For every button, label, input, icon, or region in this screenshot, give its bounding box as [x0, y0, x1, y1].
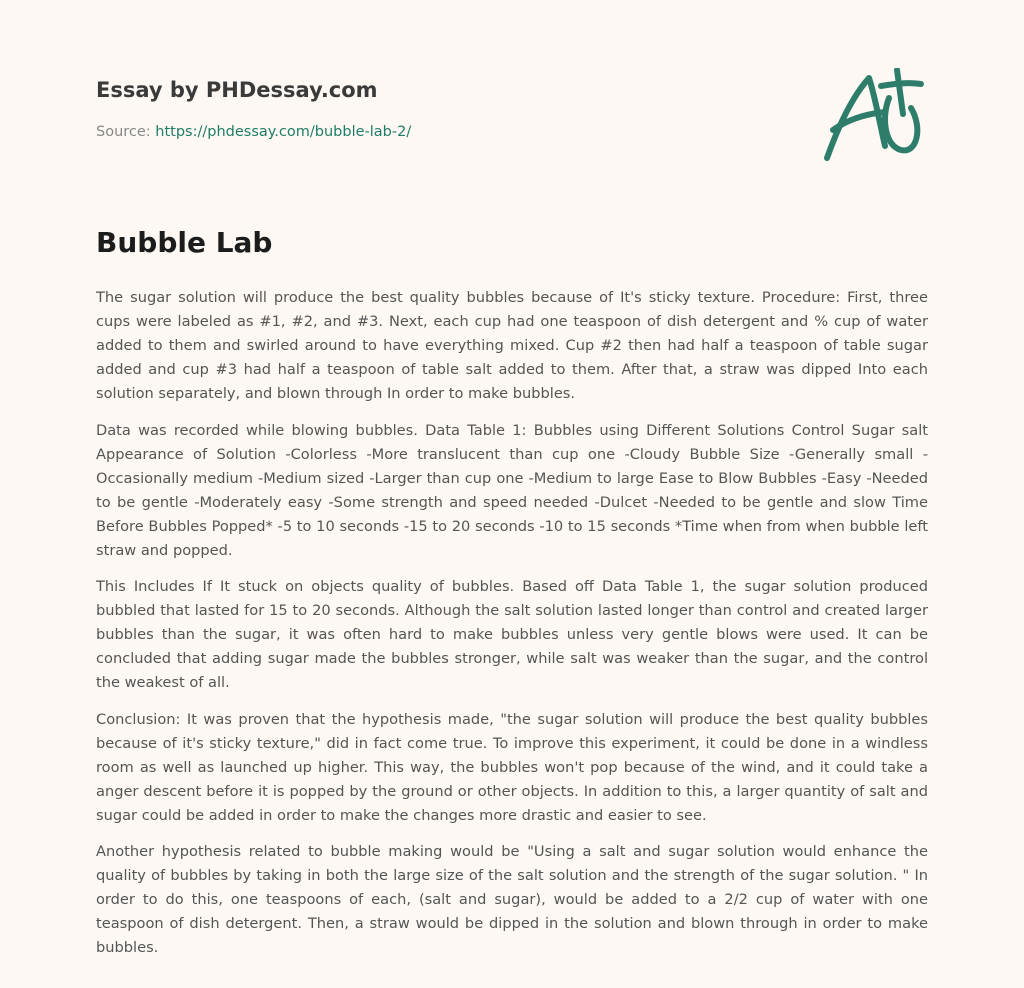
source-link[interactable]: https://phdessay.com/bubble-lab-2/	[155, 124, 412, 140]
essay-title: Bubble Lab	[96, 226, 273, 259]
source-label: Source:	[96, 124, 156, 140]
a-plus-grade-icon	[823, 68, 927, 164]
essay-paragraph: This Includes If It stuck on objects quality of bubbles. Based off Data Table 1, the sugar solution produced bubbled that lasted for 15 to 20 seconds. Although the salt solution lasted longer than control and created larger bubbles than the sugar, it was often hard to make bubbles unless very gentle blows were used. It can be concluded that adding sugar made the bubbles stronger, while salt was weaker than the sugar, and the control the weakest of all.	[96, 578, 928, 692]
essay-paragraph: Conclusion: It was proven that the hypothesis made, "the sugar solution will produce the best quality bubbles because of it's sticky texture," did in fact come true. To improve this experiment, it could be done in a windless room as well as launched up higher. This way, the bubbles won't pop because of the wind, and it could take a anger descent before it is popped by the ground or other objects. In addition to this, a larger quantity of salt and sugar could be added in order to make the changes more drastic and easier to see.	[96, 710, 928, 824]
essay-paragraph: Data was recorded while blowing bubbles. Data Table 1: Bubbles using Different Solutions Control Sugar salt Appearance of Solution -Colorless -More translucent than cup one -Cloudy Bubble Size -Generally small -Occasionally medium -Medium sized -Larger than cup one -Medium to large Ease to Blow Bubbles -Easy -Needed to be gentle -Moderately easy -Some strength and speed needed -Dulcet -Needed to be gentle and slow Time Before Bubbles Popped* -5 to 10 seconds -15 to 20 seconds -10 to 15 seconds *Time when from when bubble left straw and popped.	[96, 421, 928, 559]
essay-body	[96, 286, 928, 973]
source-line	[96, 124, 411, 140]
essay-paragraph: Another hypothesis related to bubble making would be "Using a salt and sugar solution would enhance the quality of bubbles by taking in both the large size of the salt solution and the strength of the sugar solution. " In order to do this, one teaspoons of each, (salt and sugar), would be added to a 2/2 cup of water with one teaspoon of dish detergent. Then, a straw would be dipped in the solution and blown through in order to make bubbles.	[96, 843, 928, 957]
site-brand: Essay by PHDessay.com	[96, 78, 378, 102]
essay-paragraph: The sugar solution will produce the best quality bubbles because of It's sticky texture. Procedure: First, three cups were labeled as #1, #2, and #3. Next, each cup had one teaspoon of dish detergent and % cup of water added to them and swirled around to have everything mixed. Cup #2 then had half a teaspoon of table sugar added and cup #3 had half a teaspoon of table salt added to them. After that, a straw was dipped Into each solution separately, and blown through In order to make bubbles.	[96, 289, 928, 402]
